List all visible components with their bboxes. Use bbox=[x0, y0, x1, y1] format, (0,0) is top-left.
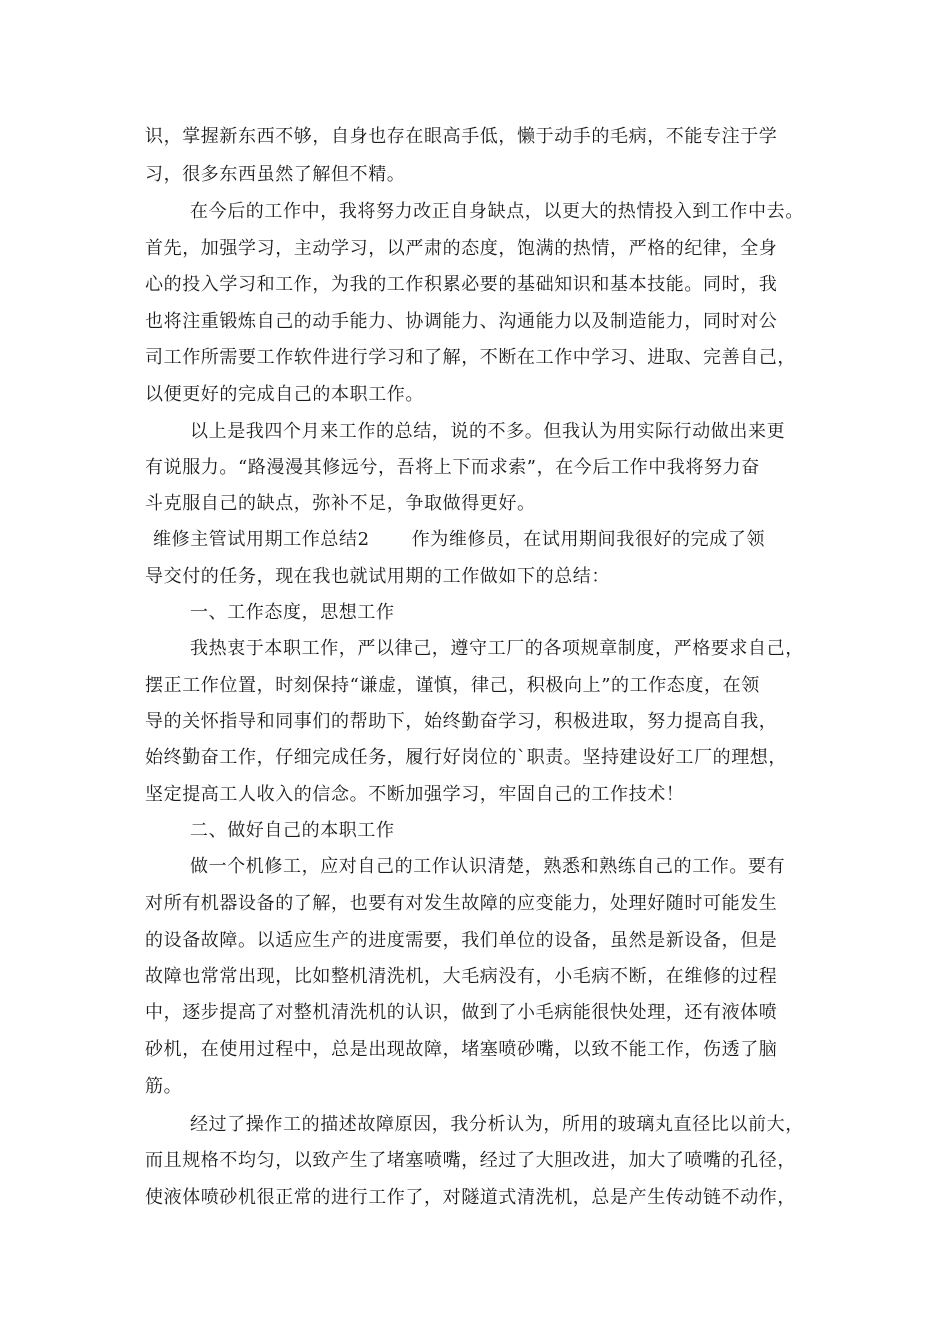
paragraph-line: 经过了操作工的描述故障原因，我分析认为，所用的玻璃丸直径比以前大， bbox=[190, 1114, 804, 1135]
paragraph-line: 中，逐步提高了对整机清洗机的认识，做到了小毛病能很快处理，还有液体喷 bbox=[145, 1002, 778, 1023]
paragraph-line: 斗克服自己的缺点，弥补不足，争取做得更好。 bbox=[145, 493, 536, 514]
paragraph-line: 对所有机器设备的了解，也要有对发生故障的应变能力，处理好随时可能发生 bbox=[145, 893, 778, 914]
paragraph-line: 始终勤奋工作，仔细完成任务，履行好岗位的`职责。坚持建设好工厂的理想， bbox=[145, 747, 787, 768]
paragraph-line: 以上是我四个月来工作的总结，说的不多。但我认为用实际行动做出来更 bbox=[190, 421, 786, 442]
paragraph-line: 有说服力。“路漫漫其修远兮，吾将上下而求索”，在今后工作中我将努力奋 bbox=[145, 457, 760, 478]
paragraph-line: 坚定提高工人收入的信念。不断加强学习，牢固自己的工作技术！ bbox=[145, 784, 685, 805]
paragraph-line: 我热衷于本职工作，严以律己，遵守工厂的各项规章制度，严格要求自己， bbox=[190, 638, 804, 659]
paragraph-line: 的设备故障。以适应生产的进度需要，我们单位的设备，虽然是新设备，但是 bbox=[145, 930, 778, 951]
paragraph-line: 也将注重锻炼自己的动手能力、协调能力、沟通能力以及制造能力，同时对公 bbox=[145, 311, 778, 332]
paragraph-line: 使液体喷砂机很正常的进行工作了，对隧道式清洗机，总是产生传动链不动作， bbox=[145, 1187, 796, 1208]
paragraph-line: 而且规格不均匀，以致产生了堵塞喷嘴，经过了大胆改进，加大了喷嘴的孔径， bbox=[145, 1150, 796, 1171]
section-heading-line bbox=[153, 528, 765, 552]
paragraph-line: 摆正工作位置，时刻保持“谦虚，谨慎，律己，积极向上”的工作态度，在领 bbox=[145, 675, 760, 696]
paragraph-line: 导的关怀指导和同事们的帮助下，始终勤奋学习，积极进取，努力提高自我， bbox=[145, 711, 778, 732]
subheading: 一、工作态度，思想工作 bbox=[190, 602, 395, 623]
paragraph-line: 司工作所需要工作软件进行学习和了解，不断在工作中学习、进取、完善自己， bbox=[145, 347, 796, 368]
paragraph-line: 做一个机修工，应对自己的工作认识清楚，熟悉和熟练自己的工作。要有 bbox=[190, 856, 786, 877]
paragraph-line: 砂机，在使用过程中，总是出现故障，堵塞喷砂嘴，以致不能工作，伤透了脑 bbox=[145, 1039, 778, 1060]
paragraph-text: 作为维修员，在试用期间我很好的完成了领 bbox=[411, 529, 766, 550]
section-title: 维修主管试用期工作总结2 bbox=[153, 529, 370, 550]
subheading: 二、做好自己的本职工作 bbox=[190, 820, 395, 841]
paragraph-line: 心的投入学习和工作，为我的工作积累必要的基础知识和基本技能。同时，我 bbox=[145, 274, 778, 295]
paragraph-line: 故障也常常出现，比如整机清洗机，大毛病没有，小毛病不断，在维修的过程 bbox=[145, 966, 778, 987]
paragraph-line: 识，掌握新东西不够，自身也存在眼高手低，懒于动手的毛病，不能专注于学 bbox=[145, 126, 778, 147]
paragraph-line: 在今后的工作中，我将努力改正自身缺点，以更大的热情投入到工作中去。 bbox=[190, 201, 804, 222]
paragraph-line: 导交付的任务，现在我也就试用期的工作做如下的总结： bbox=[145, 566, 610, 587]
paragraph-line: 习，很多东西虽然了解但不精。 bbox=[145, 164, 406, 185]
paragraph-line: 筋。 bbox=[145, 1076, 183, 1097]
paragraph-line: 以便更好的完成自己的本职工作。 bbox=[145, 384, 424, 405]
paragraph-line: 首先，加强学习，主动学习，以严肃的态度，饱满的热情，严格的纪律，全身 bbox=[145, 238, 778, 259]
